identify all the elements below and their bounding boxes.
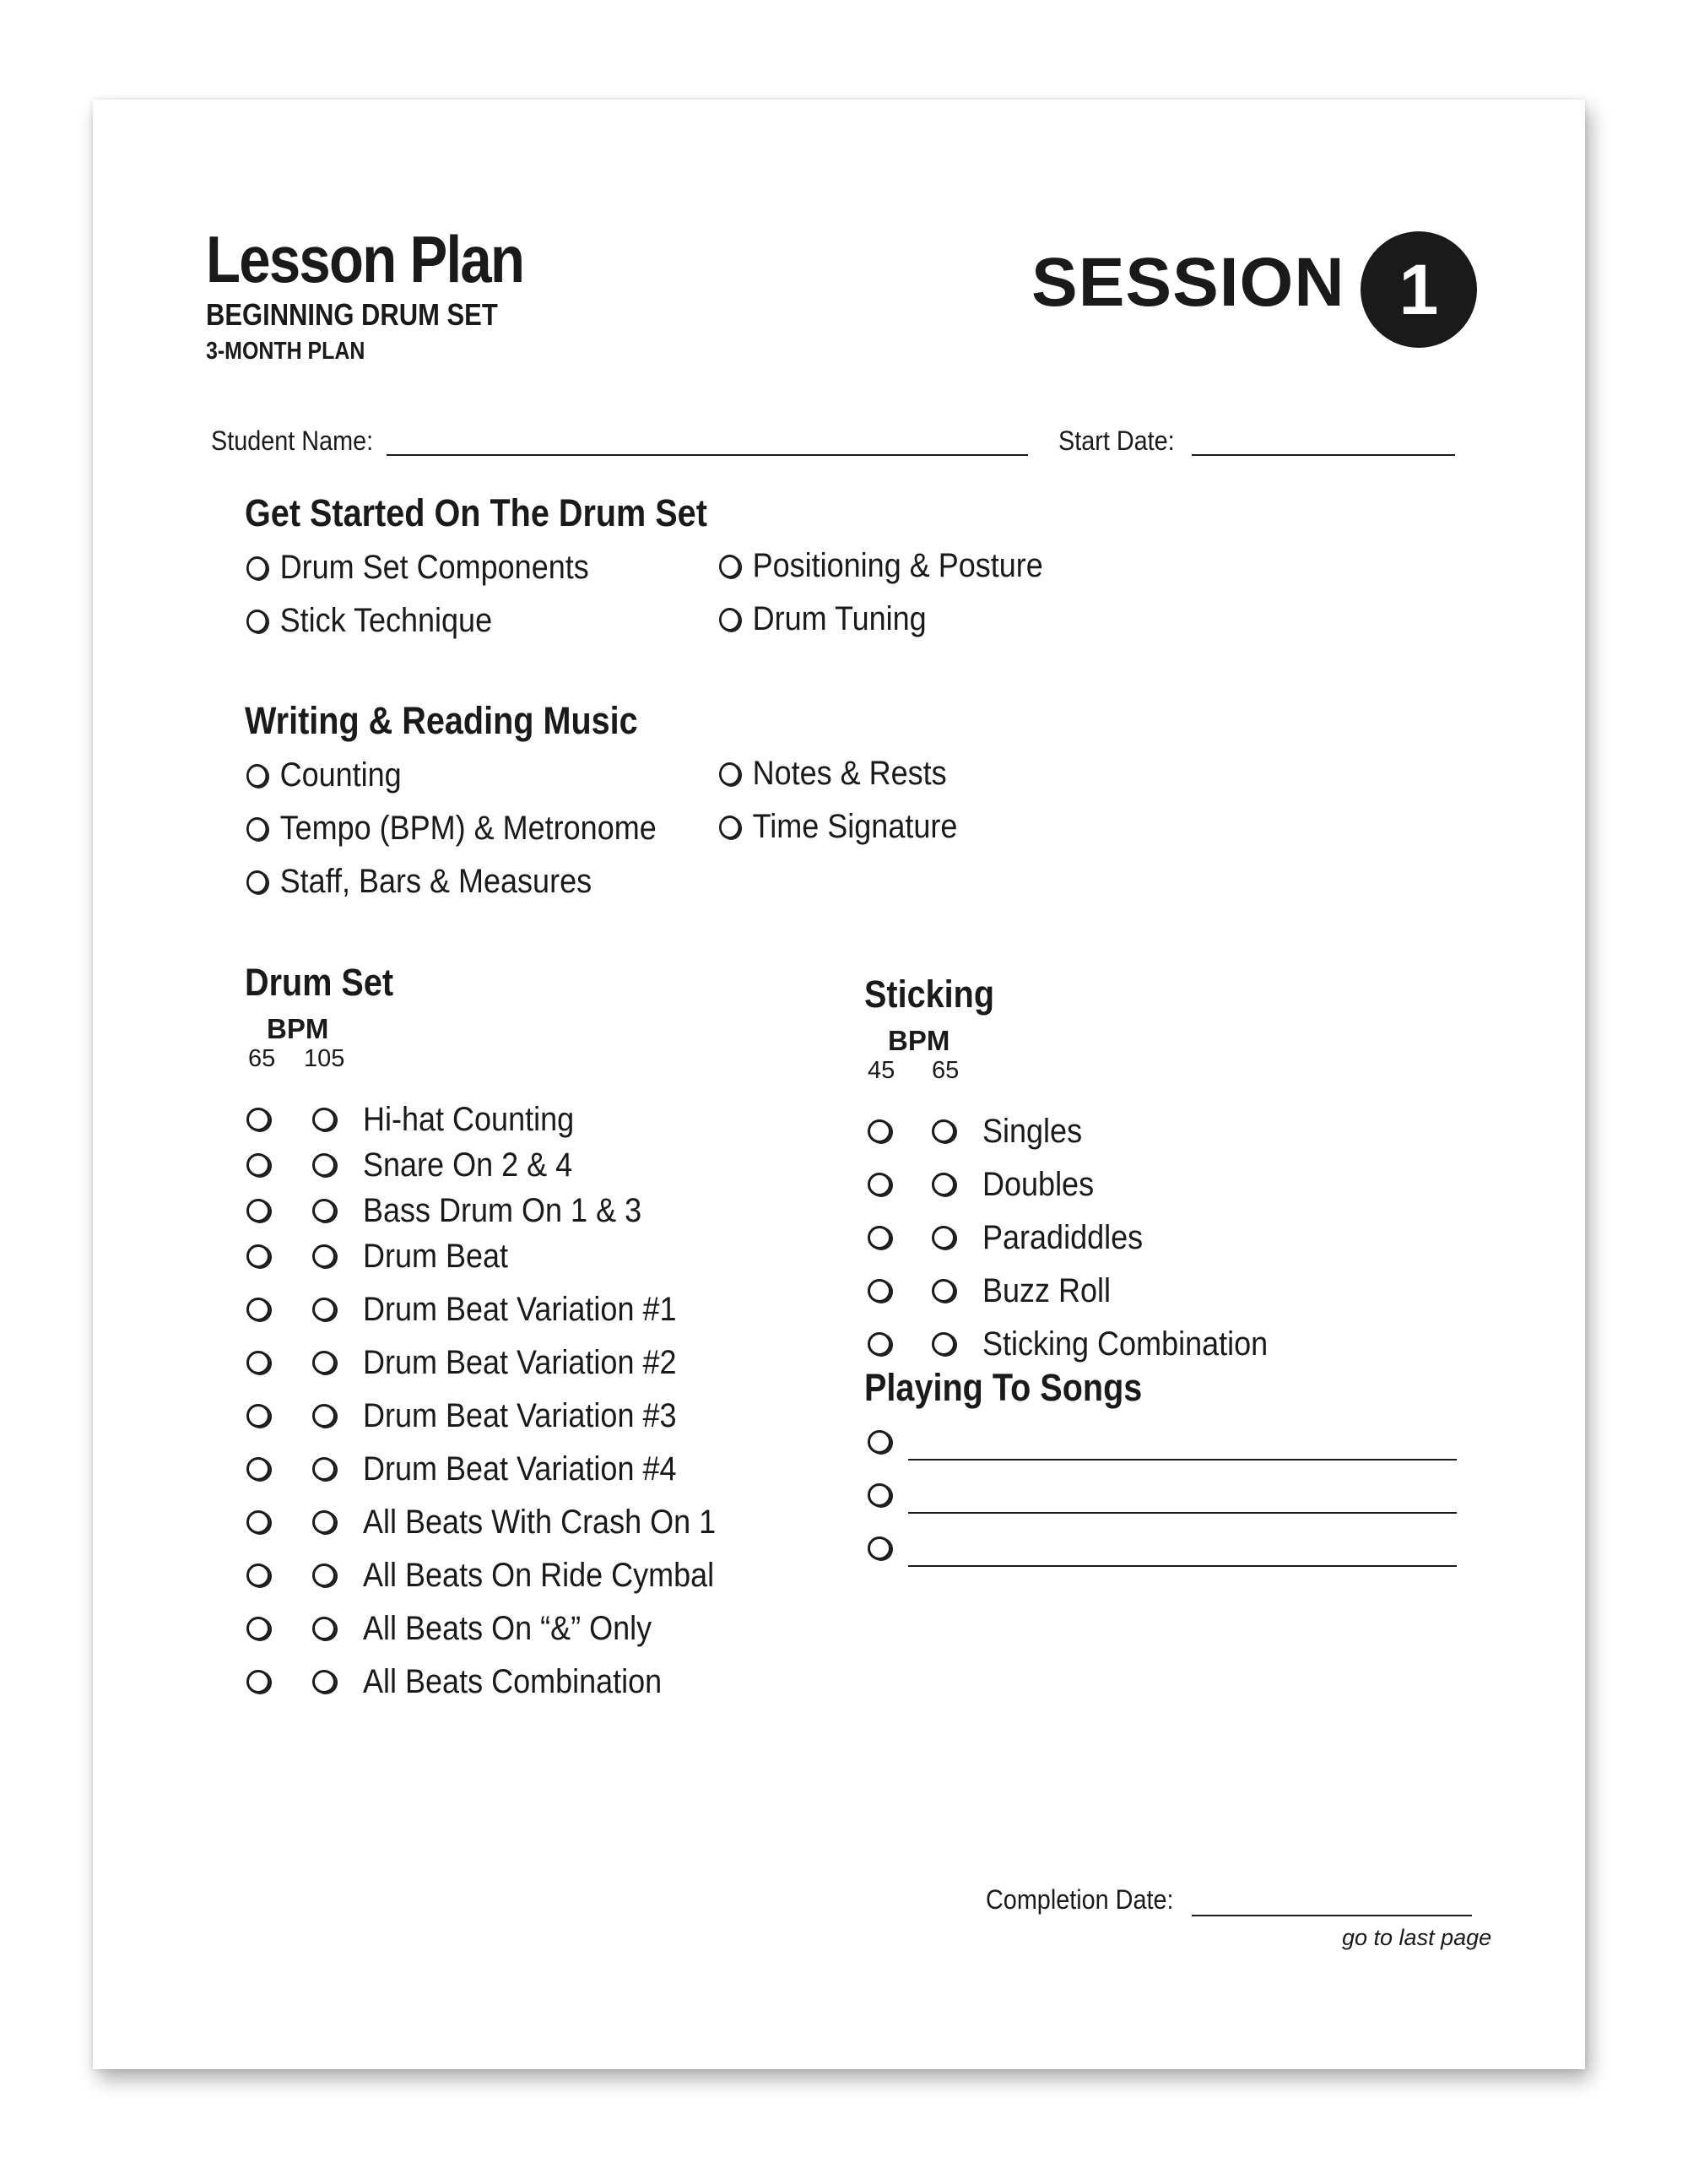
checkbox-icon[interactable] — [868, 1173, 891, 1196]
checkbox-icon[interactable] — [868, 1430, 891, 1454]
checkbox-icon[interactable] — [246, 1617, 270, 1640]
checklist-item[interactable]: Tempo (BPM) & Metronome — [246, 810, 657, 848]
get-started-heading: Get Started On The Drum Set — [245, 491, 707, 534]
go-to-last-page-note: go to last page — [1342, 1925, 1492, 1950]
checkbox-icon[interactable] — [868, 1119, 891, 1143]
completion-date-label: Completion Date: — [986, 1884, 1174, 1915]
session-number-badge: 1 — [1361, 231, 1477, 348]
checkbox-icon[interactable] — [312, 1298, 336, 1321]
checkbox-icon[interactable] — [719, 816, 740, 839]
page-title: Lesson Plan — [206, 222, 524, 296]
drum-set-item: Hi-hat Counting — [363, 1101, 575, 1138]
drum-set-bpm-low: 65 — [248, 1045, 276, 1072]
sticking-bpm-low: 45 — [868, 1057, 895, 1084]
checkbox-icon[interactable] — [719, 608, 740, 631]
checkbox-icon[interactable] — [312, 1404, 336, 1428]
checkbox-icon[interactable] — [246, 1108, 270, 1131]
song-field[interactable] — [908, 1459, 1457, 1461]
checkbox-icon[interactable] — [246, 1670, 270, 1694]
checklist-item[interactable]: Stick Technique — [246, 602, 492, 640]
checkbox-icon[interactable] — [312, 1510, 336, 1534]
checklist-item[interactable]: Staff, Bars & Measures — [246, 863, 592, 901]
checkbox-icon[interactable] — [246, 610, 268, 633]
sticking-item: Singles — [982, 1113, 1083, 1150]
checkbox-icon[interactable] — [312, 1244, 336, 1268]
checklist-item[interactable]: Drum Tuning — [719, 600, 927, 638]
checkbox-icon[interactable] — [312, 1457, 336, 1481]
checkbox-icon[interactable] — [246, 817, 268, 841]
checkbox-icon[interactable] — [246, 556, 268, 580]
sticking-heading: Sticking — [864, 973, 995, 1016]
checkbox-icon[interactable] — [246, 1563, 270, 1587]
student-name-field[interactable] — [387, 454, 1028, 456]
plan-length: 3-MONTH PLAN — [206, 338, 365, 365]
writing-reading-heading: Writing & Reading Music — [245, 699, 638, 742]
checklist-item[interactable]: Positioning & Posture — [719, 547, 1043, 585]
drum-set-item: Drum Beat — [363, 1238, 509, 1275]
checkbox-icon[interactable] — [312, 1670, 336, 1694]
drum-set-item: All Beats On “&” Only — [363, 1610, 652, 1647]
checklist-item[interactable]: Drum Set Components — [246, 549, 589, 587]
sticking-bpm-high: 65 — [932, 1057, 960, 1084]
checkbox-icon[interactable] — [246, 1404, 270, 1428]
checkbox-icon[interactable] — [246, 1510, 270, 1534]
drum-set-item: Snare On 2 & 4 — [363, 1146, 573, 1184]
song-field[interactable] — [908, 1565, 1457, 1567]
drum-set-item: All Beats Combination — [363, 1663, 663, 1700]
checklist-item[interactable]: Counting — [246, 756, 402, 794]
sticking-item: Paradiddles — [982, 1219, 1144, 1256]
checkbox-icon[interactable] — [246, 870, 268, 894]
drum-set-item: All Beats On Ride Cymbal — [363, 1557, 715, 1594]
drum-set-bpm-label: BPM — [267, 1013, 329, 1044]
drum-set-item: Drum Beat Variation #3 — [363, 1397, 677, 1434]
drum-set-bpm-high: 105 — [304, 1045, 345, 1072]
checkbox-icon[interactable] — [246, 1244, 270, 1268]
course-subtitle: BEGINNING DRUM SET — [206, 297, 498, 332]
checkbox-icon[interactable] — [868, 1332, 891, 1356]
checkbox-icon[interactable] — [246, 764, 268, 788]
checkbox-icon[interactable] — [932, 1279, 955, 1303]
checkbox-icon[interactable] — [312, 1563, 336, 1587]
checkbox-icon[interactable] — [868, 1536, 891, 1560]
checkbox-icon[interactable] — [246, 1199, 270, 1222]
drum-set-item: Drum Beat Variation #4 — [363, 1450, 677, 1488]
checkbox-icon[interactable] — [932, 1119, 955, 1143]
checkbox-icon[interactable] — [312, 1108, 336, 1131]
drum-set-item: Bass Drum On 1 & 3 — [363, 1192, 642, 1229]
sticking-bpm-label: BPM — [888, 1025, 950, 1056]
completion-date-field[interactable] — [1192, 1915, 1472, 1916]
checkbox-icon[interactable] — [246, 1457, 270, 1481]
checkbox-icon[interactable] — [932, 1332, 955, 1356]
sticking-item: Sticking Combination — [982, 1325, 1269, 1363]
checkbox-icon[interactable] — [246, 1351, 270, 1374]
checkbox-icon[interactable] — [932, 1173, 955, 1196]
checkbox-icon[interactable] — [312, 1153, 336, 1177]
drum-set-item: All Beats With Crash On 1 — [363, 1504, 717, 1541]
sticking-item: Buzz Roll — [982, 1272, 1112, 1309]
student-name-label: Student Name: — [211, 425, 374, 456]
song-field[interactable] — [908, 1512, 1457, 1514]
checkbox-icon[interactable] — [312, 1199, 336, 1222]
start-date-label: Start Date: — [1058, 425, 1175, 456]
checkbox-icon[interactable] — [312, 1351, 336, 1374]
checklist-item[interactable]: Notes & Rests — [719, 755, 947, 793]
session-label: SESSION — [1031, 244, 1345, 321]
checkbox-icon[interactable] — [246, 1298, 270, 1321]
checkbox-icon[interactable] — [719, 555, 740, 578]
lesson-plan-page — [93, 100, 1585, 2069]
checkbox-icon[interactable] — [719, 762, 740, 786]
checkbox-icon[interactable] — [932, 1226, 955, 1249]
checkbox-icon[interactable] — [246, 1153, 270, 1177]
playing-songs-heading: Playing To Songs — [864, 1366, 1143, 1409]
start-date-field[interactable] — [1192, 454, 1455, 456]
drum-set-heading: Drum Set — [245, 961, 394, 1004]
checkbox-icon[interactable] — [868, 1226, 891, 1249]
checkbox-icon[interactable] — [312, 1617, 336, 1640]
drum-set-item: Drum Beat Variation #2 — [363, 1344, 677, 1381]
drum-set-item: Drum Beat Variation #1 — [363, 1291, 677, 1328]
checkbox-icon[interactable] — [868, 1483, 891, 1507]
checkbox-icon[interactable] — [868, 1279, 891, 1303]
checklist-item[interactable]: Time Signature — [719, 808, 957, 846]
sticking-item: Doubles — [982, 1166, 1095, 1203]
